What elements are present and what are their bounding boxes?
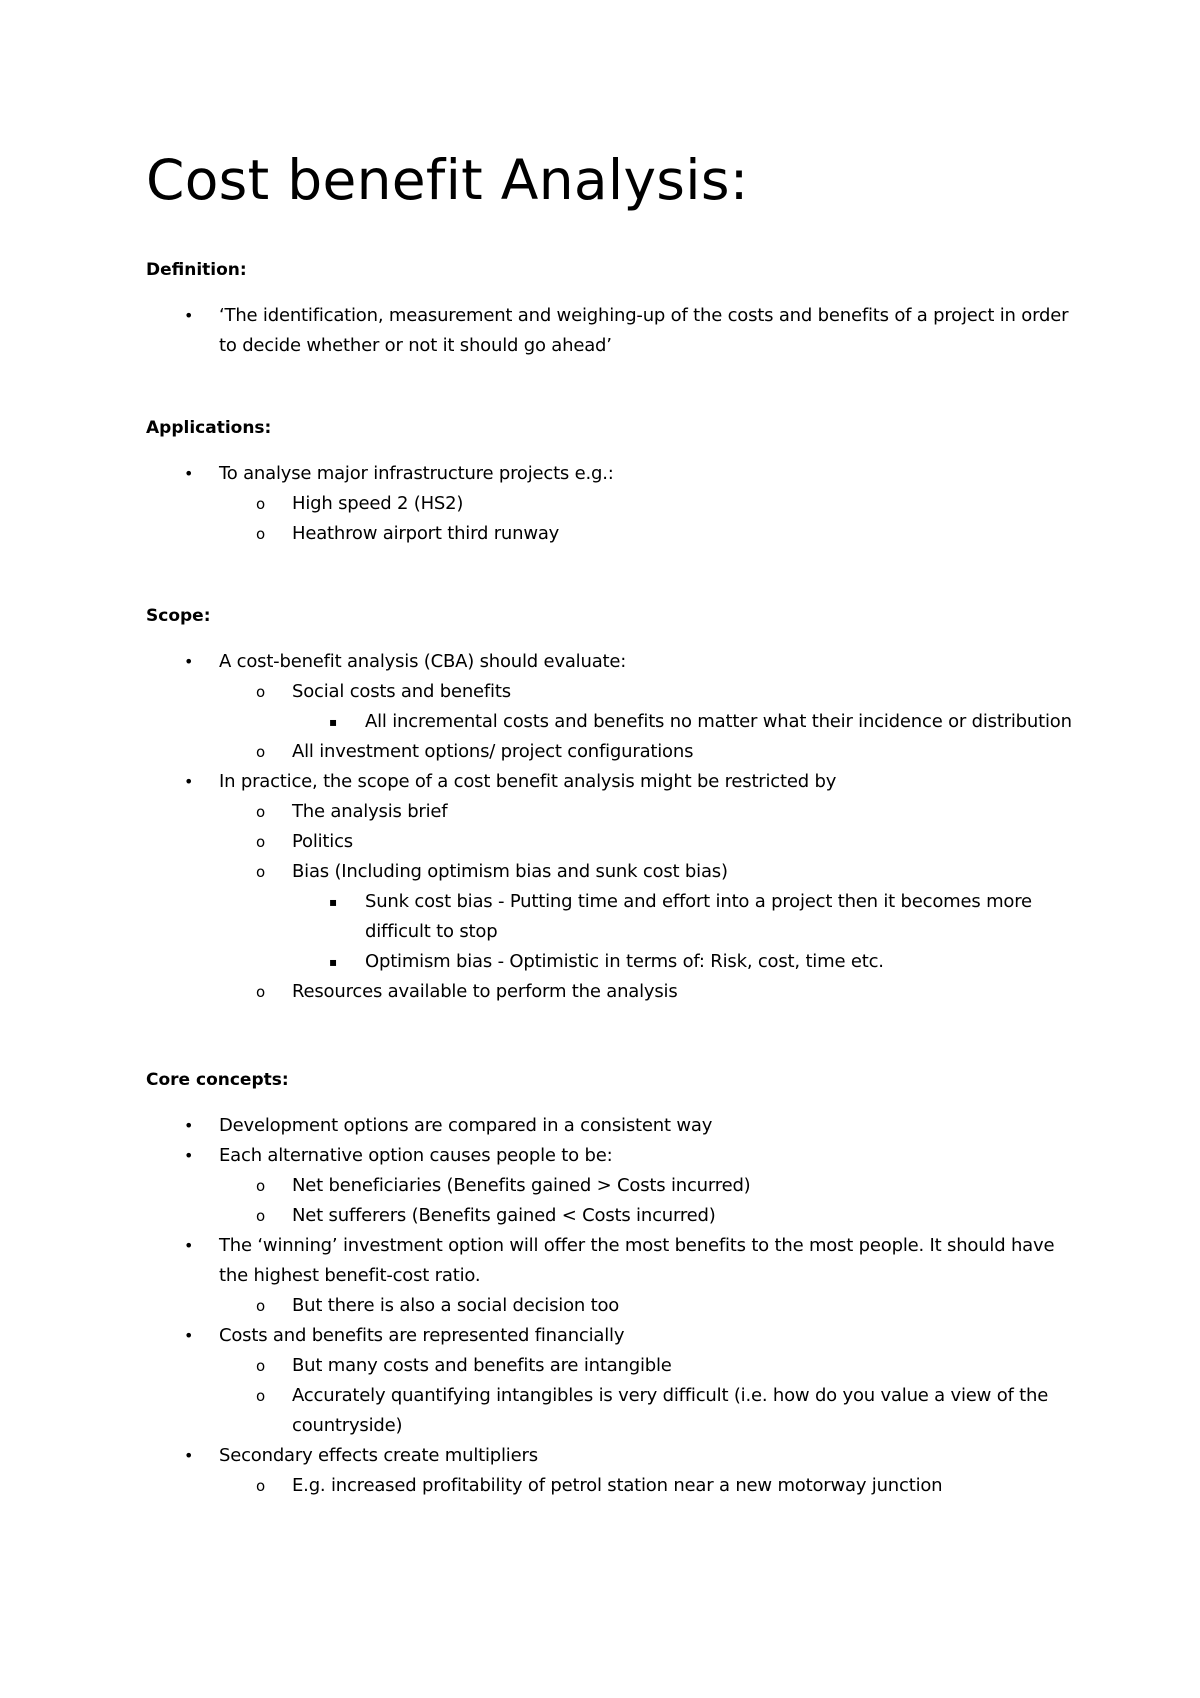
list-item-text: Each alternative option causes people to be: — [219, 1145, 613, 1166]
bullet-list — [146, 459, 1086, 549]
bullet-marker-icon: • — [184, 306, 194, 325]
list-item — [146, 797, 1086, 827]
bullet-marker-icon: o — [256, 1297, 265, 1315]
list-item-text: To analyse major infrastructure projects e.g.: — [219, 463, 614, 484]
list-item — [146, 1441, 1086, 1471]
list-item — [146, 489, 1086, 519]
list-item-text: Bias (Including optimism bias and sunk cost bias) — [292, 861, 728, 882]
bullet-marker-icon: ▪ — [329, 895, 337, 909]
section-heading: Definition: — [146, 260, 247, 280]
bullet-marker-icon: • — [184, 1146, 194, 1165]
bullet-marker-icon: o — [256, 833, 265, 851]
bullet-marker-icon: • — [184, 1116, 194, 1135]
bullet-marker-icon: ▪ — [329, 955, 337, 969]
bullet-list — [146, 1111, 1086, 1501]
bullet-marker-icon: • — [184, 772, 194, 791]
list-item-text: Costs and benefits are represented financially — [219, 1325, 625, 1346]
section-heading: Scope: — [146, 606, 211, 626]
list-item — [146, 767, 1086, 797]
bullet-marker-icon: o — [256, 863, 265, 881]
list-item-text: Net sufferers (Benefits gained < Costs incurred) — [292, 1205, 716, 1226]
list-item — [146, 459, 1086, 489]
list-item — [146, 977, 1086, 1007]
bullet-marker-icon: o — [256, 983, 265, 1001]
bullet-marker-icon: • — [184, 464, 194, 483]
list-item — [146, 677, 1086, 707]
list-item-text: The analysis brief — [292, 801, 448, 822]
list-item — [146, 1141, 1086, 1171]
bullet-marker-icon: o — [256, 743, 265, 761]
bullet-marker-icon: o — [256, 495, 265, 513]
list-item-text: E.g. increased profitability of petrol station near a new motorway junction — [292, 1475, 943, 1496]
bullet-marker-icon: ▪ — [329, 715, 337, 729]
list-item-text: But there is also a social decision too — [292, 1295, 620, 1316]
bullet-marker-icon: o — [256, 1387, 265, 1405]
list-item-text: High speed 2 (HS2) — [292, 493, 464, 514]
section-heading: Applications: — [146, 418, 272, 438]
bullet-marker-icon: o — [256, 1357, 265, 1375]
list-item — [146, 301, 1086, 361]
bullet-marker-icon: o — [256, 1207, 265, 1225]
list-item-text: Resources available to perform the analysis — [292, 981, 678, 1002]
list-item — [146, 1231, 1086, 1291]
list-item-text: Sunk cost bias - Putting time and effort into a project then it becomes more difficult to stop — [365, 891, 1032, 942]
list-item-text: Heathrow airport third runway — [292, 523, 560, 544]
list-item — [146, 647, 1086, 677]
list-item — [146, 857, 1086, 887]
bullet-marker-icon: o — [256, 683, 265, 701]
list-item-text: Politics — [292, 831, 353, 852]
list-item — [146, 1351, 1086, 1381]
list-item-text: ‘The identification, measurement and weighing-up of the costs and benefits of a project in order to decide whether or not it should go ahead’ — [219, 305, 1069, 356]
list-item-text: All investment options/ project configurations — [292, 741, 694, 762]
bullet-marker-icon: • — [184, 652, 194, 671]
list-item-text: In practice, the scope of a cost benefit analysis might be restricted by — [219, 771, 837, 792]
list-item-text: Net beneficiaries (Benefits gained > Costs incurred) — [292, 1175, 751, 1196]
bullet-marker-icon: • — [184, 1326, 194, 1345]
list-item-text: The ‘winning’ investment option will offer the most benefits to the most people. It should have the highest benefit-cost ratio. — [219, 1235, 1055, 1286]
page-title: Cost benefit Analysis: — [146, 148, 749, 212]
list-item-text: But many costs and benefits are intangible — [292, 1355, 672, 1376]
list-item — [146, 707, 1086, 737]
list-item-text: Optimism bias - Optimistic in terms of: Risk, cost, time etc. — [365, 951, 884, 972]
list-item — [146, 1291, 1086, 1321]
bullet-marker-icon: o — [256, 525, 265, 543]
bullet-list — [146, 301, 1086, 361]
list-item-text: Development options are compared in a consistent way — [219, 1115, 713, 1136]
bullet-marker-icon: • — [184, 1446, 194, 1465]
list-item-text: A cost-benefit analysis (CBA) should evaluate: — [219, 651, 627, 672]
list-item — [146, 737, 1086, 767]
section-definition — [146, 255, 1086, 361]
list-item — [146, 1171, 1086, 1201]
list-item — [146, 519, 1086, 549]
list-item — [146, 1111, 1086, 1141]
section-heading: Core concepts: — [146, 1070, 289, 1090]
list-item — [146, 1321, 1086, 1351]
list-item-text: Accurately quantifying intangibles is very difficult (i.e. how do you value a view of the countryside) — [292, 1385, 1049, 1436]
bullet-marker-icon: o — [256, 1177, 265, 1195]
section-scope — [146, 601, 1086, 1007]
bullet-list — [146, 647, 1086, 1007]
bullet-marker-icon: o — [256, 803, 265, 821]
list-item — [146, 1471, 1086, 1501]
section-core-concepts — [146, 1065, 1086, 1501]
list-item-text: Secondary effects create multipliers — [219, 1445, 538, 1466]
list-item — [146, 1381, 1086, 1441]
list-item — [146, 1201, 1086, 1231]
list-item — [146, 947, 1086, 977]
list-item — [146, 827, 1086, 857]
bullet-marker-icon: o — [256, 1477, 265, 1495]
list-item-text: Social costs and benefits — [292, 681, 511, 702]
bullet-marker-icon: • — [184, 1236, 194, 1255]
list-item-text: All incremental costs and benefits no matter what their incidence or distribution — [365, 711, 1072, 732]
list-item — [146, 887, 1086, 947]
section-applications — [146, 413, 1086, 549]
